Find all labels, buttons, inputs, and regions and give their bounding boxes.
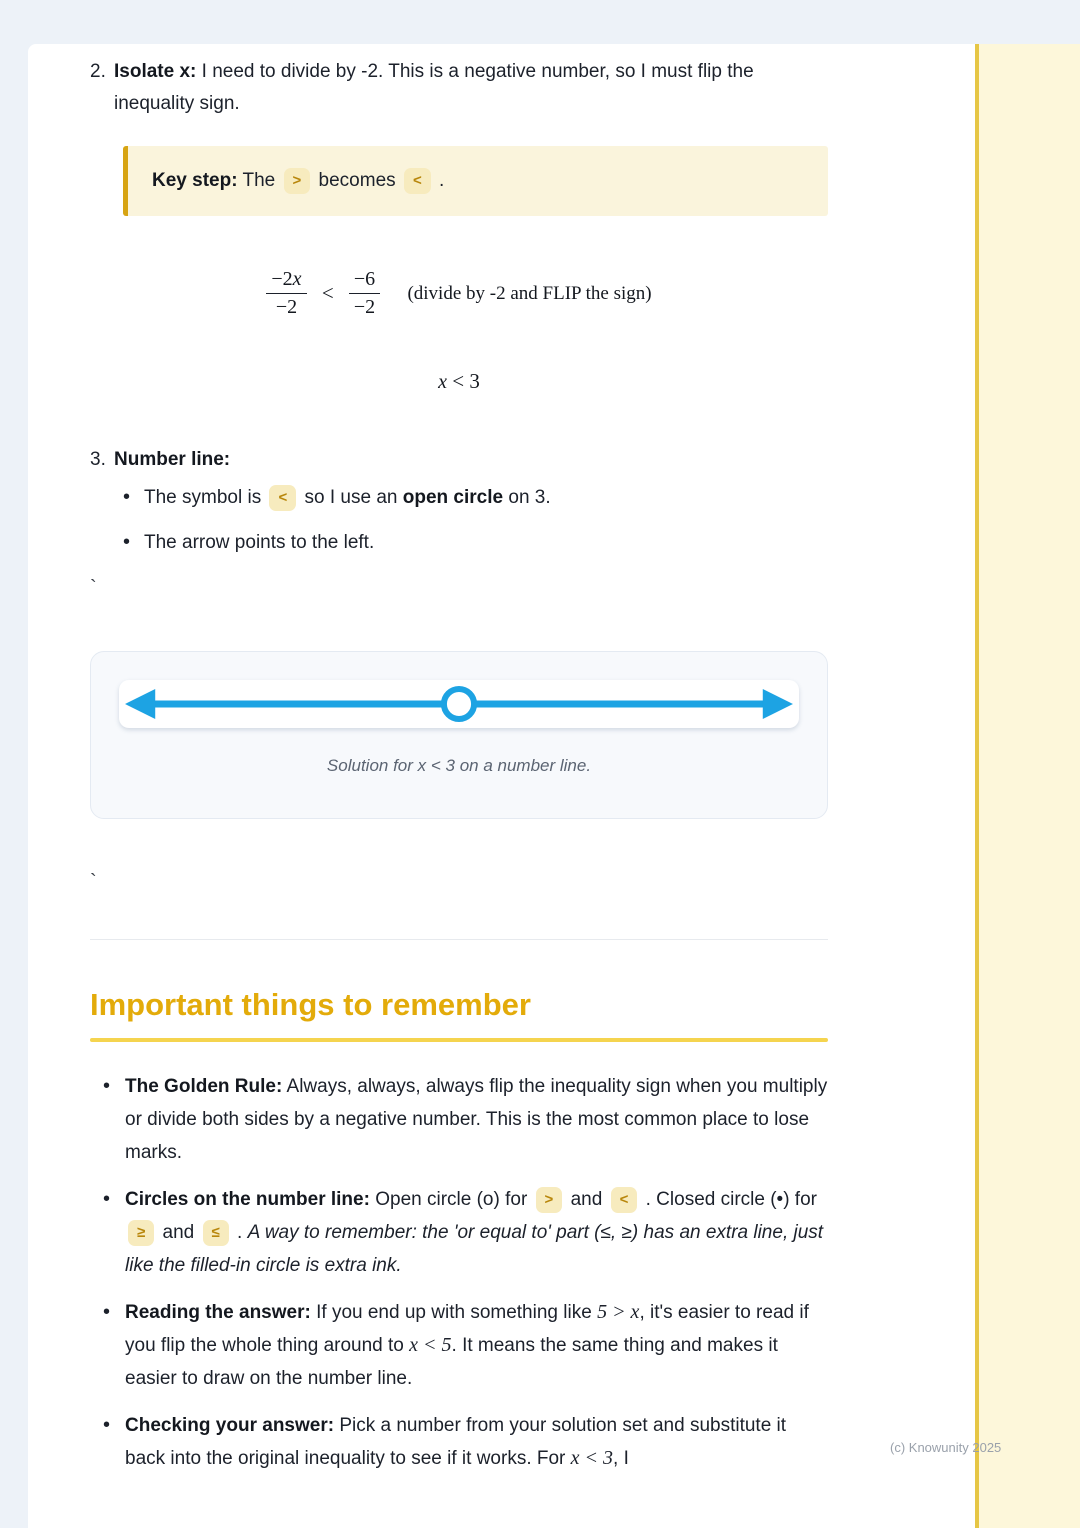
callout-pre: The	[242, 170, 276, 191]
step-text	[114, 444, 828, 476]
callout-label: Key step:	[152, 170, 238, 191]
key-step-callout	[123, 146, 828, 216]
list-item-golden-rule: • The Golden Rule: Always, always, always flip the inequality sign when you multiply or divide both sides by a negative number. This is the most common place to lose marks.	[90, 1070, 828, 1169]
step-number: 3.	[90, 449, 106, 470]
step-item-2	[90, 56, 828, 120]
less-than-badge: <	[269, 485, 296, 511]
document-page	[28, 44, 975, 1528]
callout-mid: becomes	[318, 170, 396, 191]
inline-math: x < 5	[409, 1334, 452, 1356]
footer-credit: (c) Knowunity 2025	[890, 1440, 1002, 1455]
equation-result	[90, 369, 828, 394]
fraction-numerator: −2x	[266, 266, 306, 294]
greater-than-badge: >	[284, 168, 311, 194]
equation-annotation: (divide by -2 and FLIP the sign)	[407, 282, 652, 304]
number-line-track	[119, 680, 799, 728]
section-divider	[90, 939, 828, 940]
step-label: Number line:	[114, 449, 231, 470]
list-item: • The symbol is < so I use an open circle on 3.	[123, 481, 828, 514]
step-number: 2.	[90, 61, 106, 82]
remember-list	[90, 1070, 828, 1475]
less-than-badge: <	[611, 1187, 638, 1213]
number-line-graphic	[119, 680, 799, 728]
number-line-bullets	[123, 481, 828, 559]
open-circle-marker	[444, 689, 474, 719]
fraction-left	[266, 266, 306, 321]
number-line-figure	[90, 651, 828, 819]
stray-backtick: `	[90, 577, 97, 599]
list-item: • The arrow points to the left.	[123, 526, 828, 559]
notebook-margin-strip	[975, 44, 1080, 1528]
result-rest: < 3	[447, 369, 480, 393]
less-equal-badge: ≤	[203, 1220, 229, 1246]
step-label: Isolate x:	[114, 61, 197, 82]
callout-post: .	[438, 170, 445, 191]
relation-symbol: <	[321, 281, 334, 305]
stray-backtick: `	[90, 871, 97, 893]
fraction-denominator: −2	[353, 296, 376, 318]
left-arrow-icon	[125, 689, 155, 719]
greater-equal-badge: ≥	[128, 1220, 154, 1246]
equation-divide	[90, 266, 828, 321]
section-title: Important things to remember	[90, 987, 531, 1022]
result-variable: x	[438, 371, 448, 393]
inline-math: x < 3	[570, 1447, 614, 1469]
list-item-checking: • Checking your answer: Pick a number from your solution set and substitute it back into the original inequality to see if it works. For x < 3, I	[90, 1409, 828, 1475]
figure-caption: Solution for x < 3 on a number line.	[326, 756, 592, 775]
list-item-reading: • Reading the answer: If you end up with something like 5 > x, it's easier to read if you flip the whole thing around to x < 5. It means the same thing and makes it easier to draw on the number line.	[90, 1296, 828, 1395]
inline-math: 5 > x	[597, 1301, 640, 1323]
document-content	[90, 56, 828, 1489]
fraction-denominator: −2	[275, 296, 298, 318]
step-description: I need to divide by -2. This is a negative number, so I must flip the inequality sign.	[114, 61, 754, 114]
list-item-circles: • Circles on the number line: Open circle (o) for > and < . Closed circle (•) for ≥ and ≤ . A way to remember: the 'or equal to' part (≤, ≥) has an extra line, just like the filled-in circle is extra ink.	[90, 1183, 828, 1282]
fraction-numerator: −6	[349, 266, 380, 294]
step-item-3	[90, 444, 828, 476]
right-arrow-icon	[763, 689, 793, 719]
fraction-right	[349, 266, 380, 321]
title-underline	[90, 1038, 828, 1042]
step-text	[114, 56, 828, 120]
less-than-badge: <	[404, 168, 431, 194]
mnemonic-note: A way to remember: the 'or equal to' part (≤, ≥) has an extra line, just like the filled-in circle is extra ink.	[125, 1222, 824, 1276]
greater-than-badge: >	[536, 1187, 563, 1213]
